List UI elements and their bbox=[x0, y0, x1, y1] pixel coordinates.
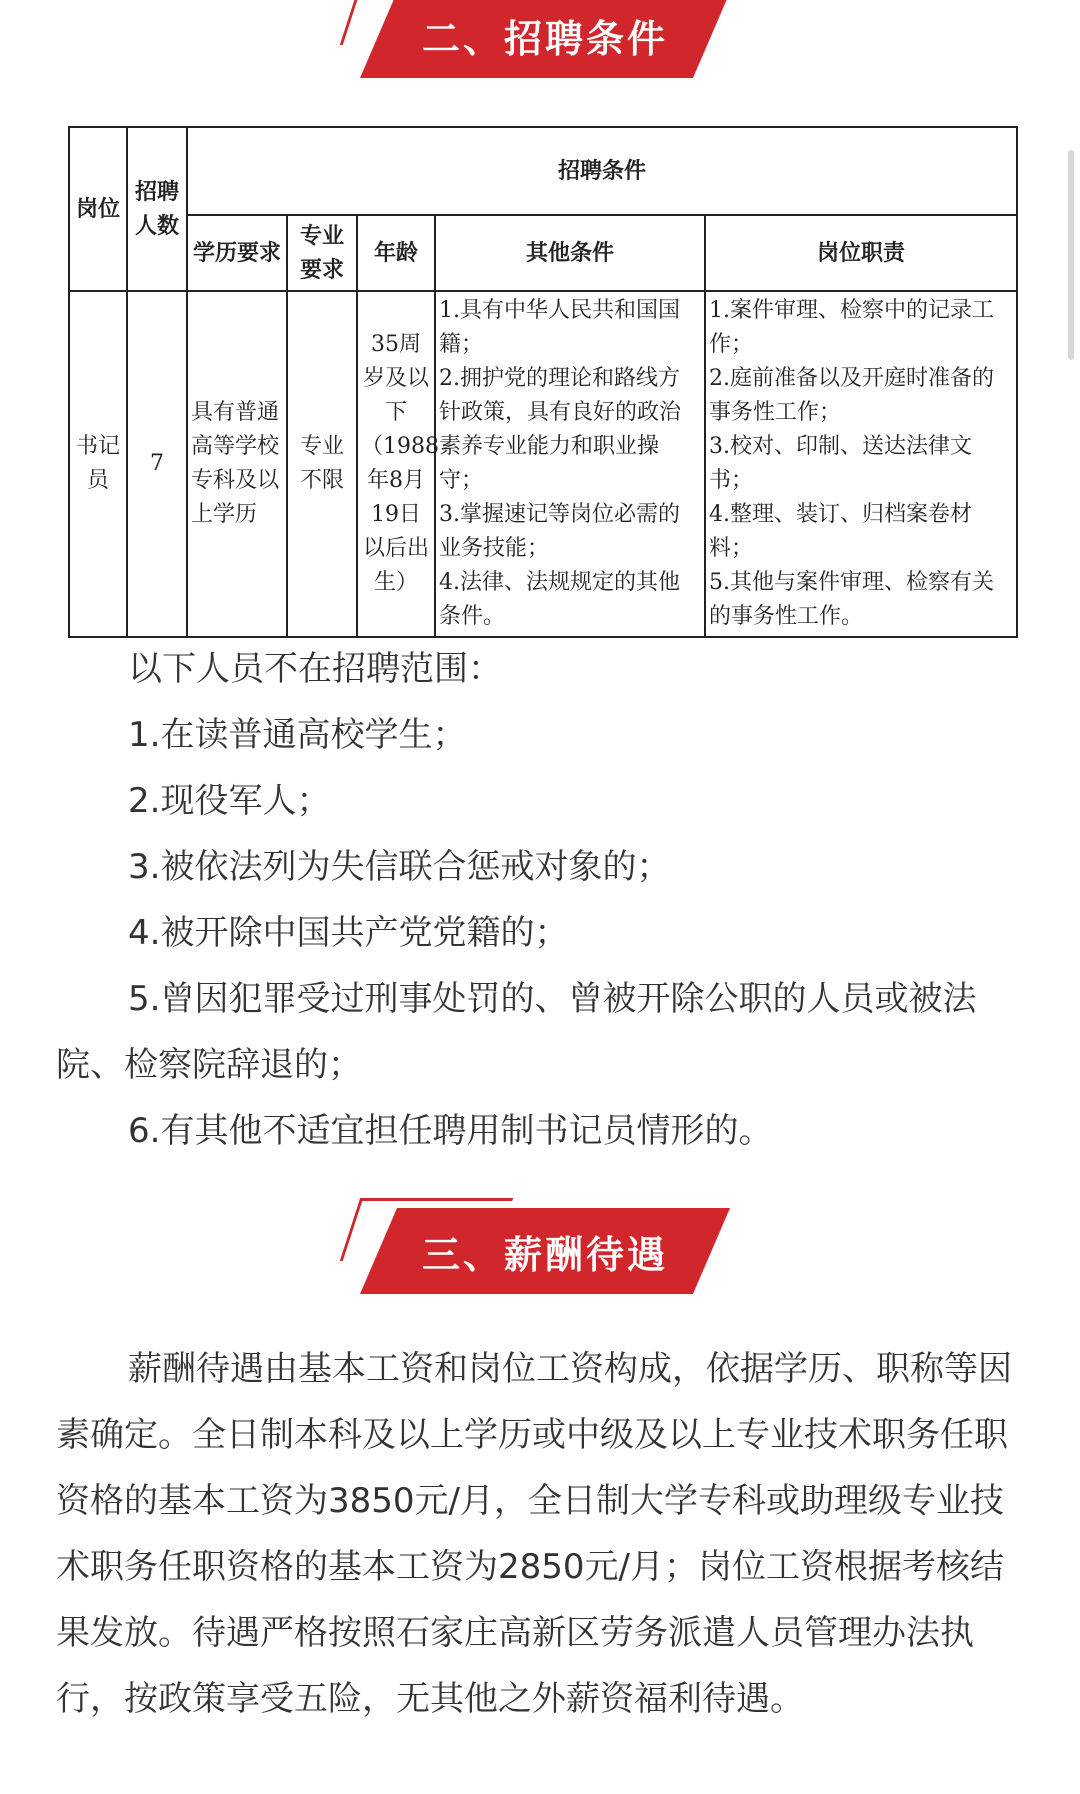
duty-item: 5.其他与案件审理、检察有关的事务性工作。 bbox=[709, 570, 994, 629]
scrollbar[interactable] bbox=[1068, 150, 1074, 360]
cell-other bbox=[435, 291, 705, 637]
section-title: 三、薪酬待遇 bbox=[421, 1232, 668, 1277]
cell-age: 35周岁及以下（1988年8月19日以后出生） bbox=[357, 291, 435, 637]
section-title: 二、招聘条件 bbox=[421, 16, 668, 61]
duty-item: 3.校对、印制、送达法律文书； bbox=[709, 434, 972, 493]
recruitment-table bbox=[68, 126, 1018, 638]
salary-paragraph: 薪酬待遇由基本工资和岗位工资构成，依据学历、职称等因素确定。全日制本科及以上学历或中级及以上专业技术职务任职资格的基本工资为3850元/月，全日制大学专科或助理级专业技术职务任职资格的基本工资为2850元/月；岗位工资根据考核结果发放。待遇严格按照石家庄高新区劳务派遣人员管理办法执行，按政策享受五险，无其他之外薪资福利待遇。 bbox=[56, 1349, 1012, 1719]
header-other: 其他条件 bbox=[435, 215, 705, 291]
other-item: 4.法律、法规规定的其他条件。 bbox=[439, 570, 680, 629]
cell-count: 7 bbox=[127, 291, 187, 637]
cell-major: 专业不限 bbox=[287, 291, 357, 637]
header-age: 年龄 bbox=[357, 215, 435, 291]
header-conditions: 招聘条件 bbox=[187, 127, 1017, 215]
section-header-salary bbox=[360, 1208, 730, 1294]
duty-item: 2.庭前准备以及开庭时准备的事务性工作； bbox=[709, 366, 994, 425]
exclusion-item: 4.被开除中国共产党党籍的； bbox=[128, 913, 569, 953]
exclusion-item: 2.现役军人； bbox=[128, 781, 331, 821]
cell-duties bbox=[705, 291, 1017, 637]
other-item: 2.拥护党的理论和路线方针政策，具有良好的政治素养专业能力和职业操守； bbox=[439, 366, 682, 493]
table-row bbox=[69, 291, 1017, 637]
exclusions-intro: 以下人员不在招聘范围： bbox=[128, 649, 502, 689]
header-position: 岗位 bbox=[69, 127, 127, 291]
other-item: 3.掌握速记等岗位必需的业务技能； bbox=[439, 502, 680, 561]
other-item: 1.具有中华人民共和国国籍； bbox=[439, 298, 680, 357]
exclusion-item: 5.曾因犯罪受过刑事处罚的、曾被开除公职的人员或被法院、检察院辞退的； bbox=[56, 979, 977, 1085]
duty-item: 1.案件审理、检察中的记录工作； bbox=[709, 298, 994, 357]
cell-education: 具有普通高等学校专科及以上学历 bbox=[187, 291, 287, 637]
cell-position: 书记员 bbox=[69, 291, 127, 637]
header-count: 招聘人数 bbox=[127, 127, 187, 291]
header-duties: 岗位职责 bbox=[705, 215, 1017, 291]
exclusion-item: 1.在读普通高校学生； bbox=[128, 715, 467, 755]
exclusion-item: 3.被依法列为失信联合惩戒对象的； bbox=[128, 847, 671, 887]
section-header-recruitment-conditions bbox=[360, 0, 730, 78]
duty-item: 4.整理、装订、归档案卷材料； bbox=[709, 502, 972, 561]
header-major: 专业要求 bbox=[287, 215, 357, 291]
exclusion-item: 6.有其他不适宜担任聘用制书记员情形的。 bbox=[128, 1111, 773, 1151]
header-education: 学历要求 bbox=[187, 215, 287, 291]
